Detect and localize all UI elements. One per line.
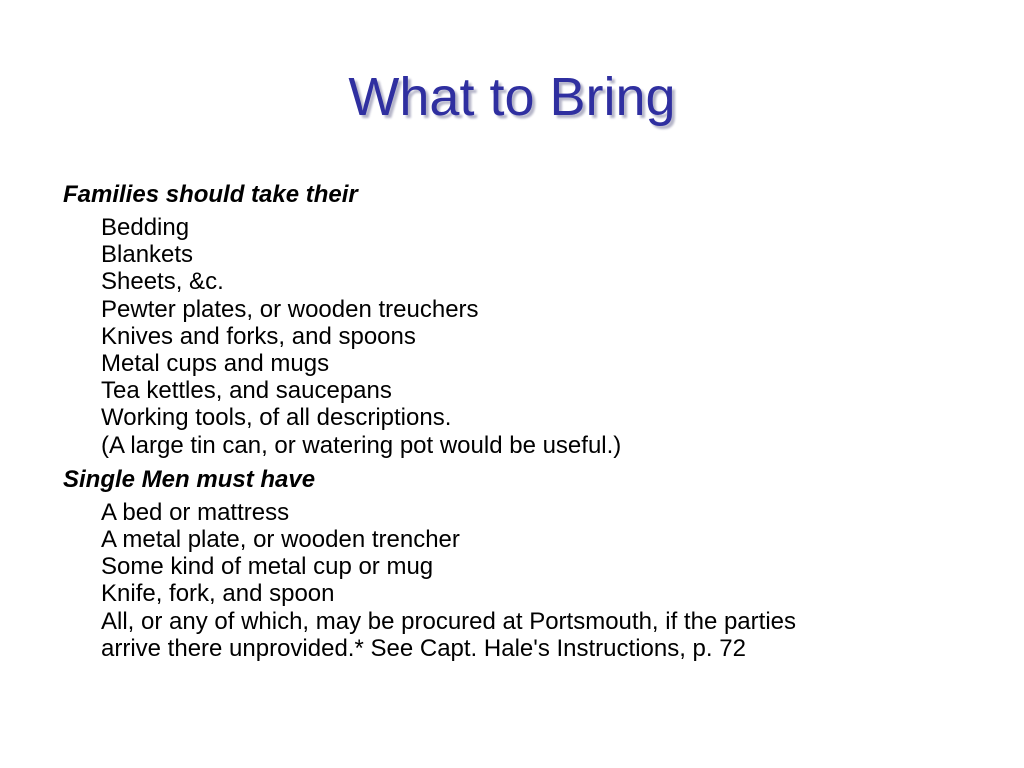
single-men-list [101, 499, 963, 662]
list-item: arrive there unprovided.* See Capt. Hale's Instructions, p. 72 [101, 634, 746, 662]
list-item: Working tools, of all descriptions. [101, 404, 452, 432]
families-heading: Families should take their [63, 181, 358, 208]
list-item: All, or any of which, may be procured at Portsmouth, if the parties [101, 607, 796, 635]
list-item: Blankets [101, 241, 194, 269]
list-item: Bedding [101, 214, 190, 241]
slide-body [63, 180, 963, 668]
list-item: A bed or mattress [101, 498, 290, 526]
list-item: A metal plate, or wooden trencher [101, 526, 460, 554]
list-item: Sheets, &c. [101, 268, 224, 296]
single-men-section [63, 465, 963, 662]
list-item: Knives and forks, and spoons [101, 322, 416, 350]
list-item: Tea kettles, and saucepans [101, 377, 392, 405]
list-item: Knife, fork, and spoon [101, 580, 335, 608]
list-item: Pewter plates, or wooden treuchers [101, 295, 479, 323]
families-section [63, 180, 963, 459]
slide-title: What to Bring [348, 67, 676, 127]
families-list [101, 214, 963, 459]
list-item: (A large tin can, or watering pot would be useful.) [101, 431, 622, 459]
list-item: Metal cups and mugs [101, 350, 330, 378]
list-item: Some kind of metal cup or mug [101, 553, 434, 581]
single-men-heading: Single Men must have [63, 465, 316, 493]
